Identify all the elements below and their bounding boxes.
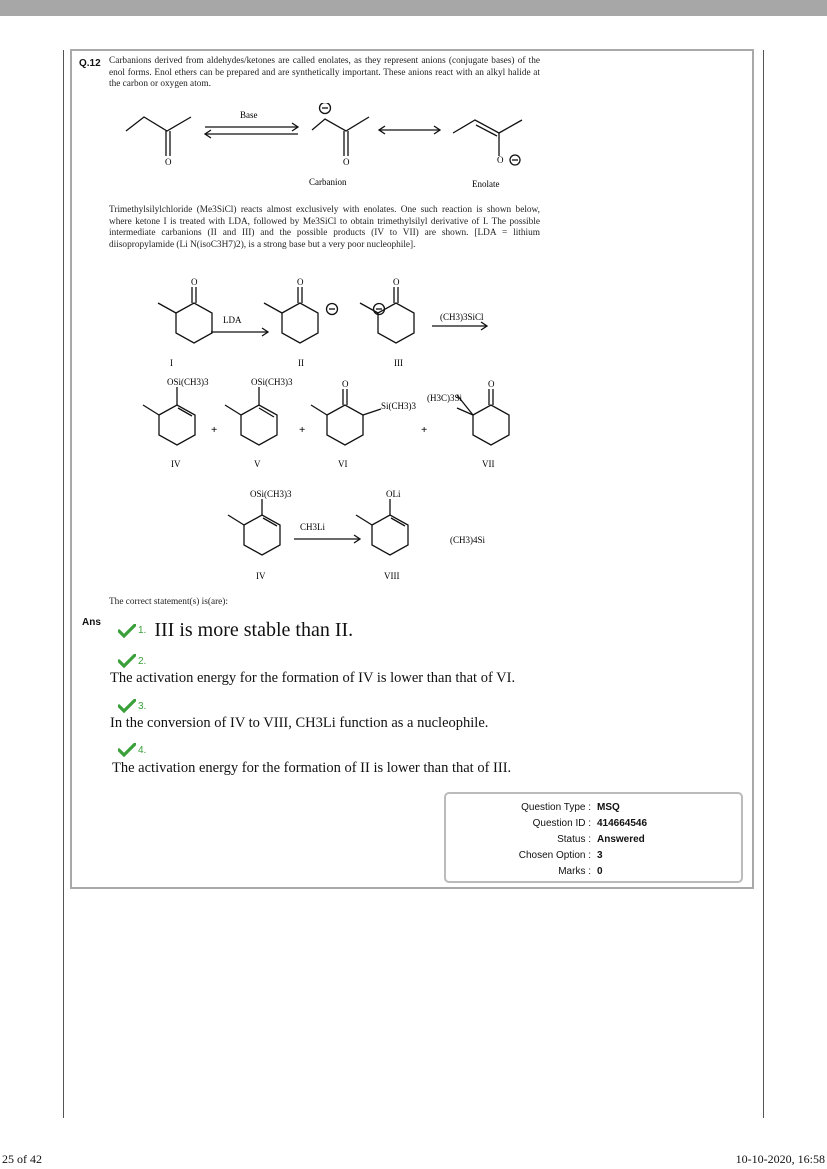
ketone-chain bbox=[126, 117, 191, 131]
info-row-question-id bbox=[446, 818, 741, 832]
plus-sign: + bbox=[299, 424, 306, 436]
oxygen-label: O bbox=[393, 277, 400, 287]
lda-label: LDA bbox=[223, 315, 242, 325]
option-2-marker[interactable] bbox=[118, 654, 146, 668]
compound-label-III: III bbox=[394, 358, 403, 368]
option-number: 4. bbox=[138, 744, 147, 756]
page-number: 25 of 42 bbox=[2, 1152, 42, 1166]
oxygen-label: O bbox=[297, 277, 304, 287]
compound-label-V: V bbox=[254, 459, 261, 469]
tms4-label: (CH3)4Si bbox=[450, 535, 486, 545]
option-number: 2. bbox=[138, 655, 147, 667]
ring-III bbox=[378, 303, 414, 343]
ring-IV-reactant bbox=[244, 515, 280, 555]
option-text: The activation energy for the formation of II is lower than that of III. bbox=[112, 760, 512, 776]
compound-label-II: II bbox=[298, 358, 304, 368]
question-info-box bbox=[444, 792, 743, 883]
ring-IV bbox=[159, 405, 195, 445]
enolate-scheme bbox=[112, 103, 552, 198]
oxygen-label: O bbox=[191, 277, 198, 287]
base-label: Base bbox=[240, 110, 258, 120]
info-row-status bbox=[446, 834, 741, 848]
check-icon bbox=[118, 699, 136, 713]
methyllithium-scheme bbox=[212, 487, 512, 587]
enolate-chain bbox=[453, 120, 499, 133]
info-row-chosen-option bbox=[446, 850, 741, 864]
compound-label-I: I bbox=[170, 358, 173, 368]
right-page-rule bbox=[763, 50, 764, 1118]
compound-label-VII: VII bbox=[482, 459, 495, 469]
info-key: Question Type : bbox=[521, 802, 591, 813]
info-key: Status : bbox=[557, 834, 591, 845]
oli-label: OLi bbox=[386, 489, 401, 499]
ring-VIII bbox=[372, 515, 408, 555]
ring-V bbox=[241, 405, 277, 445]
compound-label-VI: VI bbox=[338, 459, 348, 469]
oxygen-label: O bbox=[488, 379, 495, 389]
top-bar bbox=[0, 0, 827, 16]
osi-label: OSi(CH3)3 bbox=[167, 377, 209, 387]
option-text: In the conversion of IV to VIII, CH3Li function as a nucleophile. bbox=[110, 715, 489, 731]
tmscl-label: (CH3)3SiCl bbox=[440, 312, 484, 322]
ring-II bbox=[282, 303, 318, 343]
plus-sign: + bbox=[211, 424, 218, 436]
info-row-question-type bbox=[446, 802, 741, 816]
oxygen-label: O bbox=[342, 379, 349, 389]
answer-label: Ans bbox=[82, 617, 101, 628]
question-body: Trimethylsilylchloride (Me3SiCl) reacts almost exclusively with enolates. One such reaction is shown below, where ketone I is treated with LDA, followed by Me3SiCl to obtain trimethylsilyl derivative of I. The possible intermediate carbanions (II and III) and the possible products (IV to VII) are shown. [LDA = lithium diisopropylamide (Li N(isoC3H7)2), is a strong base but a very poor nucleophile]. bbox=[109, 205, 540, 250]
carbanion-label: Carbanion bbox=[309, 177, 347, 187]
info-value: 3 bbox=[597, 850, 603, 861]
info-value: 414664546 bbox=[597, 818, 648, 829]
products-scheme bbox=[127, 377, 547, 475]
compound-label-IV: IV bbox=[171, 459, 181, 469]
oxygen-label: O bbox=[497, 155, 504, 165]
osi-label: OSi(CH3)3 bbox=[250, 489, 292, 499]
option-3-marker[interactable] bbox=[118, 699, 146, 713]
question-prompt: The correct statement(s) is(are): bbox=[109, 597, 228, 607]
question-panel bbox=[70, 49, 754, 889]
compound-label-IV: IV bbox=[256, 571, 266, 581]
ring-VII bbox=[473, 405, 509, 445]
h3csi-label: (H3C)3Si bbox=[427, 393, 463, 403]
check-icon bbox=[118, 654, 136, 668]
oxygen-label: O bbox=[165, 157, 172, 167]
question-number: Q.12 bbox=[79, 58, 101, 69]
info-value: MSQ bbox=[597, 802, 620, 813]
option-text: The activation energy for the formation of IV is lower than that of VI. bbox=[110, 670, 516, 686]
question-intro: Carbanions derived from aldehydes/ketones are called enolates, as they represent anions (conjugate bases) of the enol forms. Enol ethers can be prepared and are synthetically important. These anions react with an alkyl halide at the carbon or oxygen atom. bbox=[109, 56, 540, 89]
left-page-rule bbox=[63, 50, 64, 1118]
sich3-label: Si(CH3)3 bbox=[381, 401, 417, 411]
check-icon bbox=[118, 624, 136, 638]
plus-sign: + bbox=[421, 424, 428, 436]
option-4-marker[interactable] bbox=[118, 743, 146, 757]
option-1[interactable] bbox=[118, 619, 353, 642]
osi-label: OSi(CH3)3 bbox=[251, 377, 293, 387]
info-key: Marks : bbox=[558, 866, 591, 877]
info-key: Question ID : bbox=[532, 818, 591, 829]
ch3li-label: CH3Li bbox=[300, 522, 326, 532]
print-datetime: 10-10-2020, 16:58 bbox=[735, 1152, 825, 1166]
option-number: 1. bbox=[138, 625, 147, 636]
ring-I bbox=[176, 303, 212, 343]
carbanion-chain bbox=[312, 117, 369, 131]
info-key: Chosen Option : bbox=[518, 850, 591, 861]
option-number: 3. bbox=[138, 700, 147, 712]
enolate-label: Enolate bbox=[472, 179, 500, 189]
info-value: 0 bbox=[597, 866, 603, 877]
check-icon bbox=[118, 743, 136, 757]
ring-VI bbox=[327, 405, 363, 445]
option-text: III is more stable than II. bbox=[154, 619, 354, 641]
lda-scheme bbox=[122, 277, 562, 377]
info-value: Answered bbox=[597, 834, 645, 845]
info-row-marks bbox=[446, 866, 741, 880]
oxygen-label: O bbox=[343, 157, 350, 167]
compound-label-VIII: VIII bbox=[384, 571, 400, 581]
